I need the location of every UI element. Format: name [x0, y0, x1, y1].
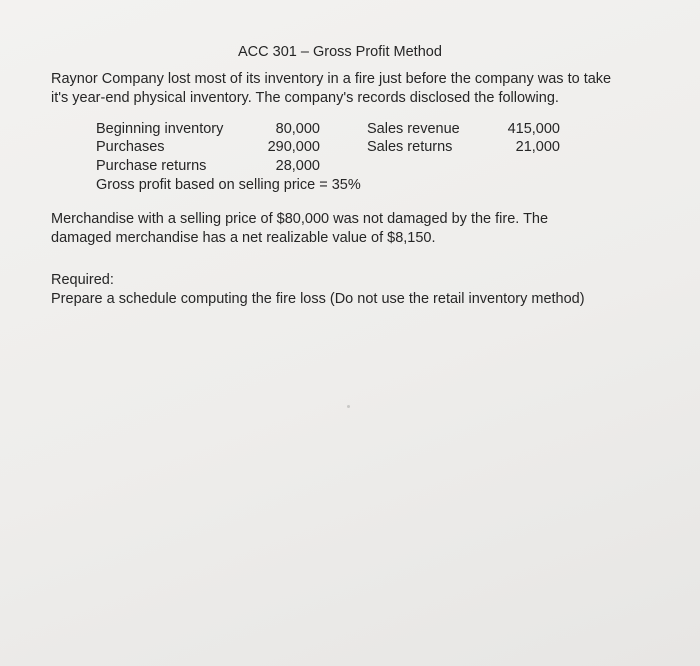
- record-label: Purchase returns: [96, 158, 207, 174]
- required-text: Prepare a schedule computing the fire loss (Do not use the retail inventory method): [51, 291, 585, 307]
- paper-speck: [347, 405, 350, 408]
- intro-line: it's year-end physical inventory. The company's records disclosed the following.: [51, 90, 559, 106]
- intro-paragraph: [51, 70, 611, 108]
- record-label: Sales revenue: [367, 121, 460, 137]
- record-value: 415,000: [507, 121, 560, 137]
- record-value: 80,000: [275, 121, 320, 137]
- required-section: [51, 271, 585, 309]
- document-title: ACC 301 – Gross Profit Method: [238, 44, 442, 60]
- intro-line: Raynor Company lost most of its inventory in a fire just before the company was to take: [51, 71, 612, 87]
- gross-profit-line: Gross profit based on selling price = 35%: [96, 177, 361, 193]
- required-heading: Required:: [51, 272, 114, 288]
- merchandise-line: Merchandise with a selling price of $80,000 was not damaged by the fire. The: [51, 211, 549, 227]
- record-label: Beginning inventory: [96, 121, 224, 137]
- record-label: Purchases: [96, 139, 165, 155]
- record-label: Sales returns: [367, 139, 453, 155]
- record-value: 21,000: [515, 139, 560, 155]
- merchandise-line: damaged merchandise has a net realizable value of $8,150.: [51, 230, 436, 246]
- merchandise-paragraph: [51, 210, 548, 248]
- records-table: [96, 120, 576, 200]
- record-value: 28,000: [275, 158, 320, 174]
- record-value: 290,000: [267, 139, 320, 155]
